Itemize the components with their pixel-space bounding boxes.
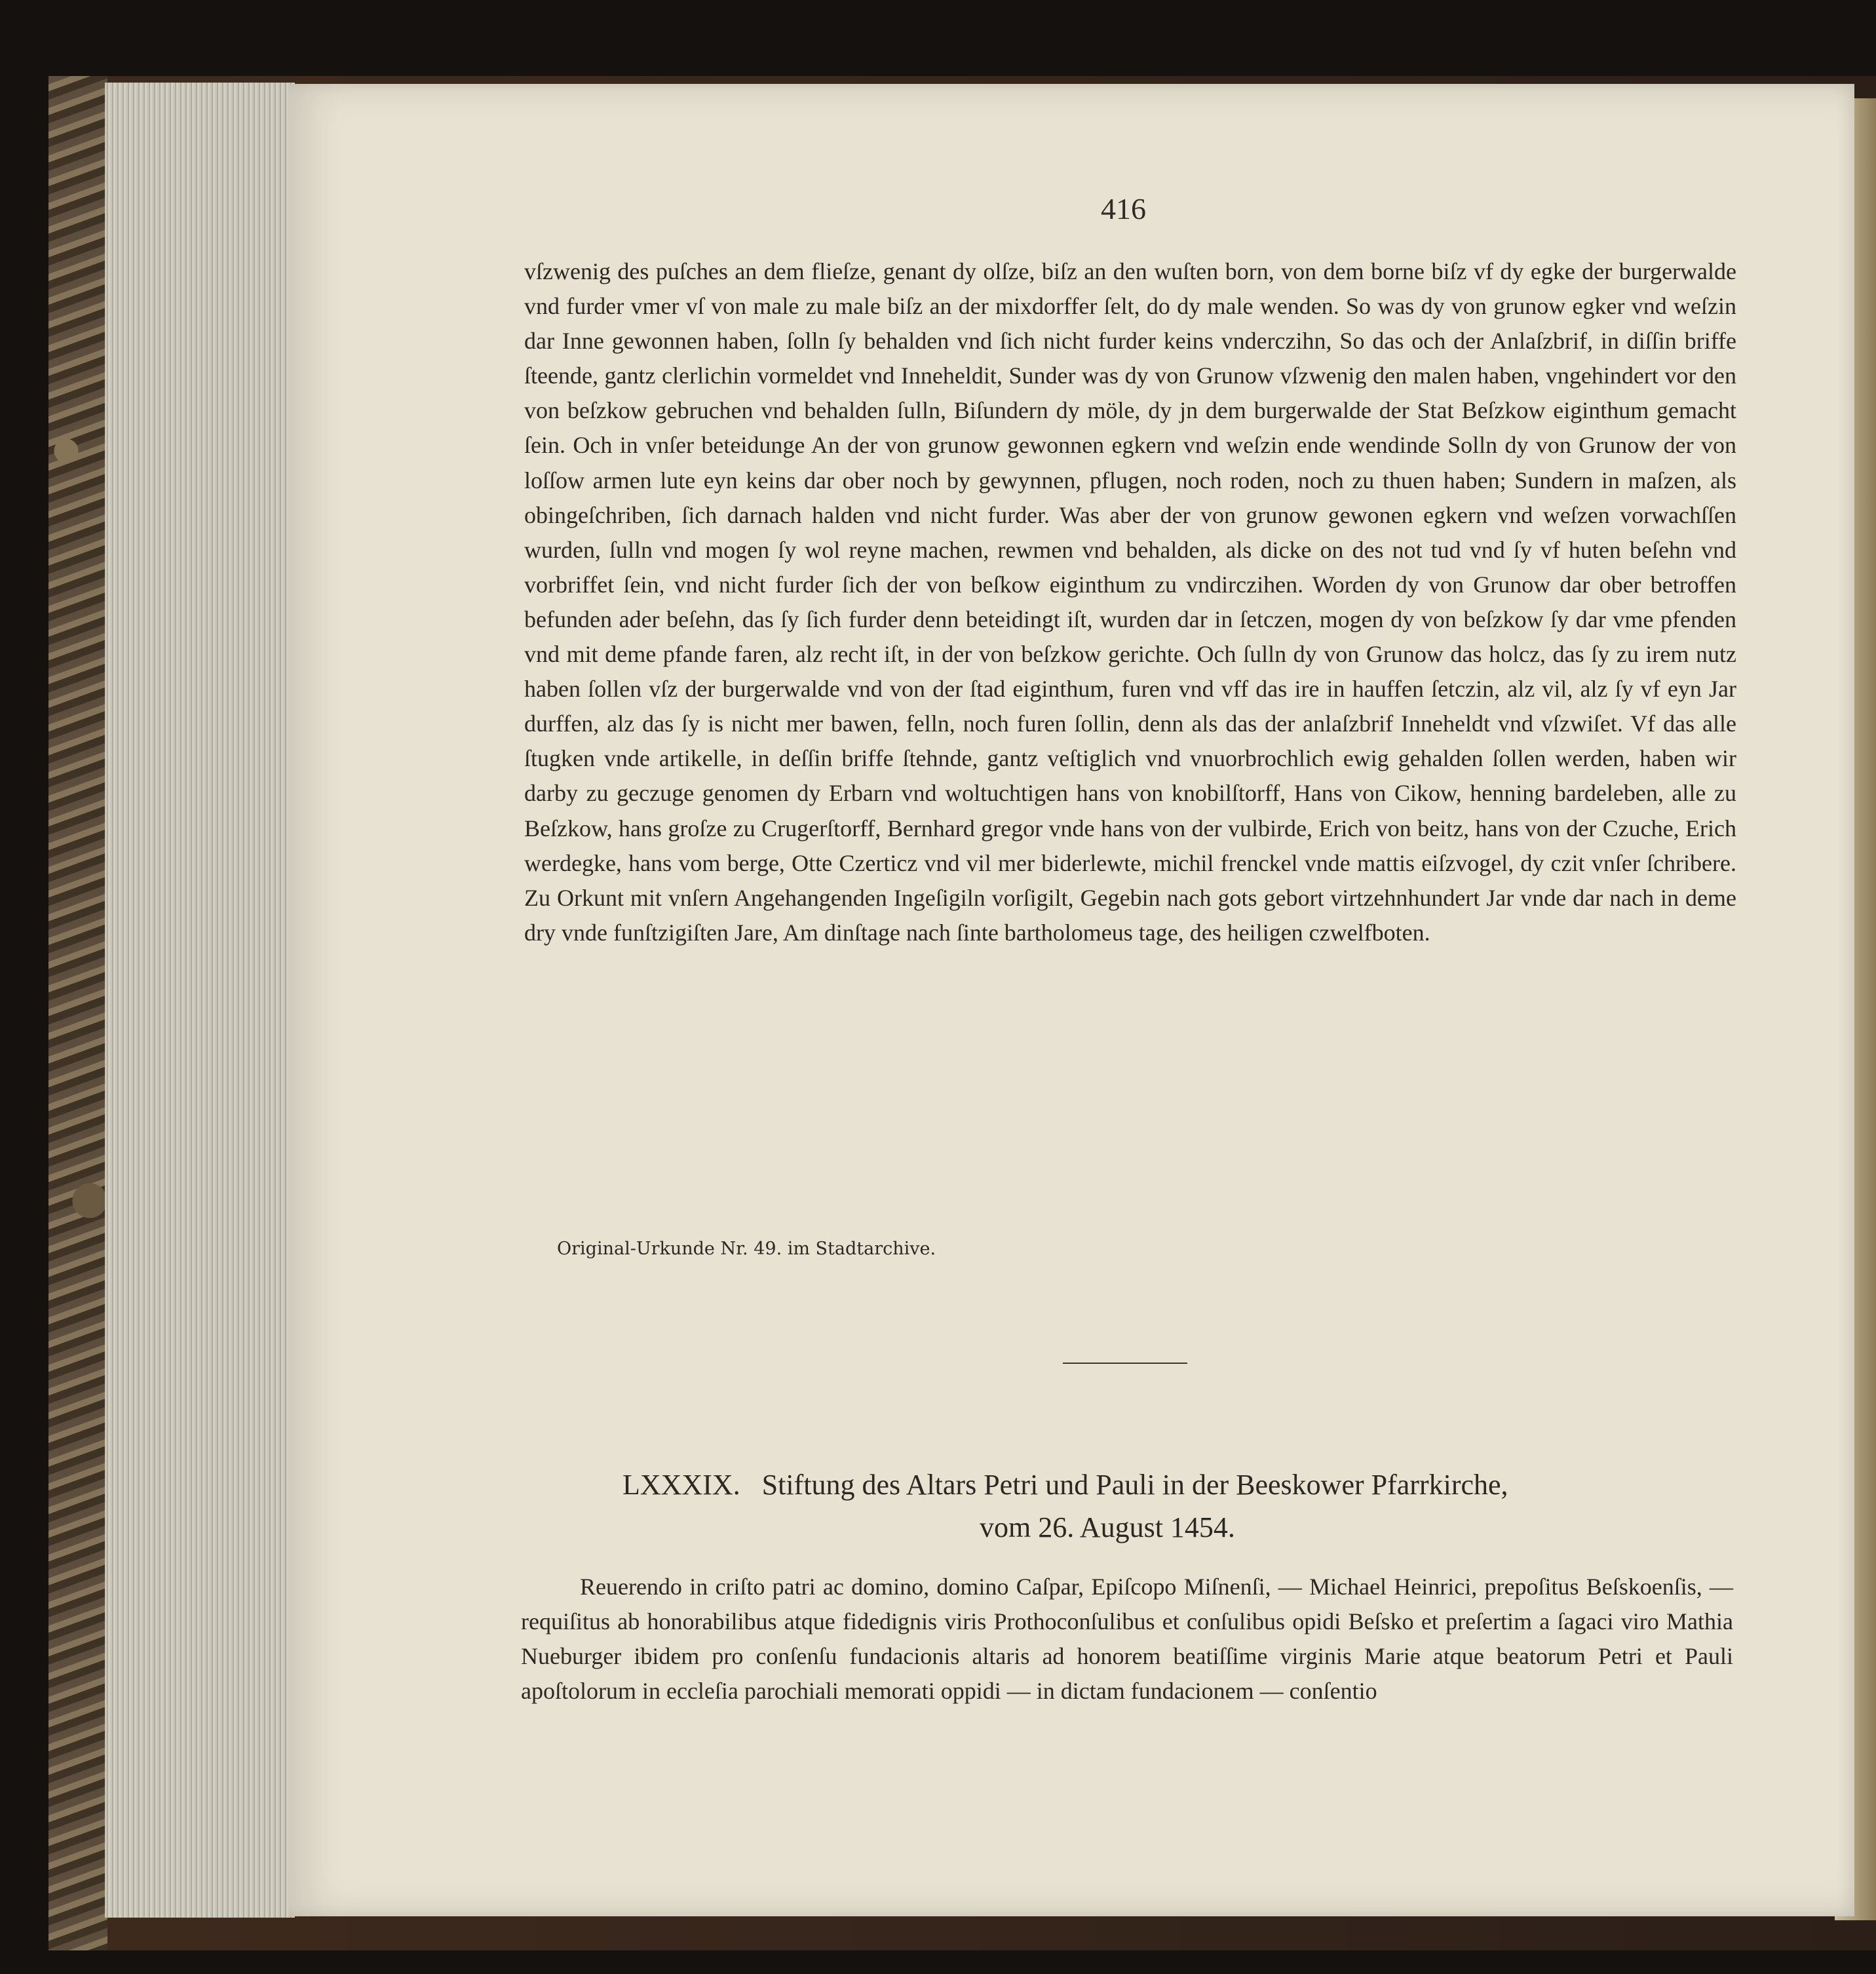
section-divider	[1063, 1363, 1187, 1364]
section-date: vom 26. August 1454.	[980, 1511, 1235, 1543]
page-edges	[105, 83, 295, 1918]
source-note: Original-Urkunde Nr. 49. im Stadtarchive.	[557, 1239, 936, 1259]
latin-document-text: Reuerendo in criſto patri ac domino, domino Caſpar, Epiſcopo Miſnenſi, — Michael Heinrici, prepoſitus Beſskoenſis, — requiſitus ab honorabilibus atque fidedignis viris Prothoconſulibus et conſulibus opidi Beſsko et preſertim a ſagaci viro Mathia Nueburger ibidem pro conſenſu fundacionis altaris ad honorem beatiſſime virginis Marie atque beatorum Petri et Pauli apoſtolorum in eccleſia parochiali memorati oppidi — in dictam fundacionem — conſentio	[521, 1574, 1733, 1704]
page-number: 416	[1101, 192, 1146, 225]
section-title: Stiftung des Altars Petri und Pauli in der Beeskower Pfarrkirche,	[761, 1469, 1508, 1501]
marbled-endpaper	[48, 76, 107, 1950]
section-heading	[622, 1468, 1508, 1501]
section-number: LXXXIX.	[622, 1469, 740, 1501]
document-body-text: vſzwenig des puſches an dem flieſze, genant dy olſze, biſz an den wuſten born, von dem borne biſz vf dy egke der burgerwalde vnd furder vmer vſ von male zu male biſz an der mixdorffer ſelt, do dy male wenden. So was dy von grunow egker vnd weſzin dar Inne gewonnen haben, ſolln ſy behalden vnd ſich nicht furder keins vnderczihn, So das och der Anlaſzbrif, in diſſin briffe ſteende, gantz clerlichin vormeldet vnd Inneheldit, Sunder was dy von Grunow vſzwenig den malen haben, vngehindert vor den von beſzkow gebruchen vnd behalden ſulln, Biſundern dy möle, dy jn dem burgerwalde der Stat Beſzkow eiginthum gemacht ſein. Och in vnſer beteidunge An der von grunow gewonnen egkern vnd weſzin ende wendinde Solln dy von Grunow der von loſſow armen lute eyn keins dar ober noch by gewynnen, pflugen, noch roden, noch zu thuen haben; Sundern in maſzen, als obingeſchriben, ſich darnach halden vnd nicht furder. Was aber der von grunow gewonen egkern vnd weſzen vorwachſſen wurden, ſulln vnd mogen ſy wol reyne machen, rewmen vnd behalden, als dicke on des not tud vnd ſy vf huten beſehn vnd vorbriffet ſein, vnd nicht furder ſich der von beſkow eiginthum zu vndirczihen. Worden dy von Grunow dar ober betroffen befunden ader beſehn, das ſy ſich furder denn beteidingt iſt, wurden dar in ſetczen, mogen dy von beſzkow ſy dar vme pfenden vnd mit deme pfande faren, alz recht iſt, in der von beſzkow gerichte. Och ſulln dy von Grunow das holcz, das ſy zu irem nutz haben ſollen vſz der burgerwalde vnd von der ſtad eiginthum, furen vnd vff das ire in hauffen ſetczin, alz vil, alz ſy vf eyn Jar durffen, alz das ſy is nicht mer bawen, felln, noch furen ſollin, denn als das der anlaſzbrif Inneheldt vnd vſzwiſet. Vf das alle ſtugken vnde artikelle, in deſſin briffe ſtehnde, gantz veſtiglich vnd vnuorbrochlich ewig gehalden ſollen werden, haben wir darby zu geczuge genomen dy Erbarn vnd woltuchtigen hans von knobilſtorff, Hans von Cikow, henning bardeleben, alle zu Beſzkow, hans groſze zu Crugerſtorff, Bernhard gregor vnde hans von der vulbirde, Erich von beitz, hans von der Czuche, Erich werdegke, hans vom berge, Otte Czerticz vnd vil mer biderlewte, michil frenckel vnde mattis eiſzvogel, dy czit vnſer ſchribere. Zu Orkunt mit vnſern Angehangenden Ingeſigiln vorſigilt, Gegebin nach gots gebort virtzehnhundert Jar vnde dar nach in deme dry vnde funſtzigiſten Jare, Am dinſtage nach ſinte bartholomeus tage, des heiligen czwelfboten.	[524, 258, 1736, 946]
